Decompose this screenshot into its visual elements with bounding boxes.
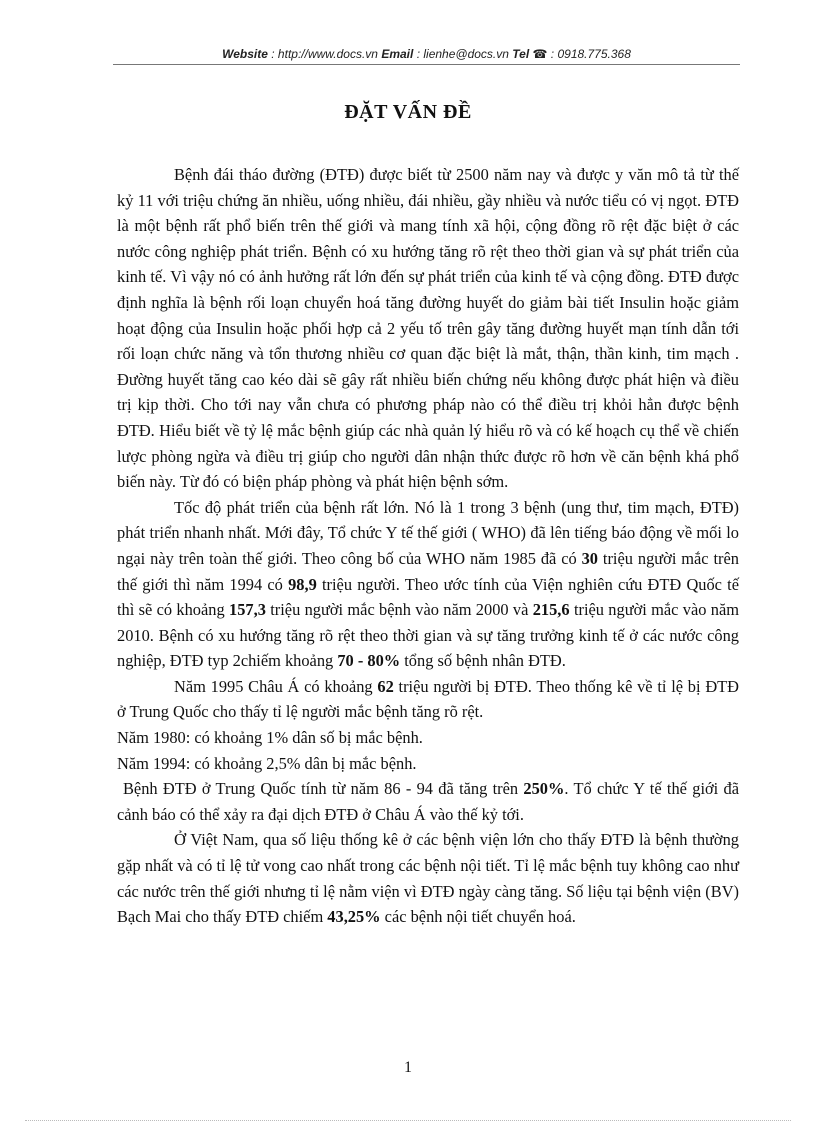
stat-1985: 30	[581, 548, 598, 568]
paragraph-vietnam: Ở Việt Nam, qua số liệu thống kê ở các bệnh viện lớn cho thấy ĐTĐ là bệnh thường gặp nhất và có tỉ lệ tử vong cao nhất trong các bệnh nội tiết. Tỉ lệ mắc bệnh tuy không cao như các nước trên thế giới nhưng tỉ lệ nằm viện vì ĐTĐ ngày càng tăng. Số liệu tại bệnh viện (BV) Bạch Mai cho thấy ĐTĐ chiếm 43,25% các bệnh nội tiết chuyển hoá.	[117, 830, 739, 927]
document-body	[117, 162, 739, 930]
email-value[interactable]: : lienhe@docs.vn	[416, 47, 509, 61]
paragraph-intro: Bệnh đái tháo đường (ĐTĐ) được biết từ 2500 năm nay và được y văn mô tả từ thế kỷ 11 với triệu chứng ăn nhiều, uống nhiều, đái nhiều, gầy nhiều và nước tiểu có vị ngọt. ĐTĐ là một bệnh rất phổ biến trên thế giới và mang tính xã hội, cộng đồng rõ rệt đặc biệt ở các nước công nghiệp phát triển. Bệnh có xu hướng tăng rõ rệt theo thời gian và sự phát triển của kinh tế. Vì vậy nó có ảnh hưởng rất lớn đến sự phát triển của kinh tế và cộng đồng. ĐTĐ được định nghĩa là bệnh rối loạn chuyển hoá tăng đường huyết do giảm bài tiết Insulin hoặc giảm hoạt động của Insulin hoặc phối hợp cả 2 yếu tố trên gây tăng đường huyết mạn tính dẫn tới rối loạn chức năng và tổn thương nhiều cơ quan đặc biệt là mắt, thận, thần kinh, tim mạch . Đường huyết tăng cao kéo dài sẽ gây rất nhiều biến chứng nếu không được phát hiện và điều trị kịp thời. Cho tới nay vẫn chưa có phương pháp nào có thể điều trị khỏi hẳn được bệnh ĐTĐ. Hiểu biết về tỷ lệ mắc bệnh giúp các nhà quản lý hiểu rõ và có kế hoạch cụ thể về chiến lược phòng ngừa và điều trị giúp cho người dân nhận thức được rõ hơn về căn bệnh khá phổ biến này. Từ đó có biện pháp phòng và phát hiện bệnh sớm.	[117, 165, 739, 492]
page-number: 1	[404, 1059, 412, 1076]
tel-value: : 0918.775.368	[550, 47, 631, 61]
paragraph-china: Bệnh ĐTĐ ở Trung Quốc tính từ năm 86 - 94 đã tăng trên 250%. Tổ chức Y tế thế giới đã cảnh báo có thể xảy ra đại dịch ĐTĐ ở Châu Á vào thế kỷ tới.	[117, 779, 739, 824]
stat-asia-1995: 62	[377, 676, 394, 696]
footer-divider	[25, 1120, 791, 1121]
stat-bach-mai: 43,25%	[327, 907, 381, 927]
page-header	[113, 47, 740, 65]
website-label: Website	[222, 47, 268, 61]
stat-china-increase: 250%	[523, 779, 565, 799]
paragraph-1994: Năm 1994: có khoảng 2,5% dân bị mắc bệnh.	[117, 753, 417, 773]
stat-2010: 215,6	[532, 600, 570, 620]
stat-1994: 98,9	[288, 574, 317, 594]
paragraph-growth: Tốc độ phát triển của bệnh rất lớn. Nó là 1 trong 3 bệnh (ung thư, tim mạch, ĐTĐ) phát triển nhanh nhất. Mới đây, Tổ chức Y tế thế giới ( WHO) đã lên tiếng báo động về mối lo ngại này trên toàn thế giới. Theo công bố của WHO năm 1985 đã có 30 triệu người mắc trên thế giới thì năm 1994 có 98,9 triệu người. Theo ước tính của Viện nghiên cứu ĐTĐ Quốc tế thì sẽ có khoảng 157,3 triệu người mắc bệnh vào năm 2000 và 215,6 triệu người mắc vào năm 2010. Bệnh có xu hướng tăng rõ rệt theo thời gian và sự tăng trưởng kinh tế ở các nước công nghiệp, ĐTĐ typ 2chiếm khoảng 70 - 80% tổng số bệnh nhân ĐTĐ.	[117, 497, 739, 671]
page-title: ĐẶT VẤN ĐỀ	[344, 101, 472, 123]
email-label: Email	[381, 47, 414, 61]
website-url[interactable]: : http://www.docs.vn	[271, 47, 378, 61]
paragraph-asia: Năm 1995 Châu Á có khoảng 62 triệu người bị ĐTĐ. Theo thống kê về tỉ lệ bị ĐTĐ ở Trung Quốc cho thấy tỉ lệ người mắc bệnh tăng rõ rệt.	[117, 676, 739, 722]
paragraph-1980: Năm 1980: có khoảng 1% dân số bị mắc bệnh.	[117, 728, 423, 748]
tel-label: Tel ☎	[512, 47, 548, 61]
stat-2000: 157,3	[229, 600, 266, 620]
stat-type2-share: 70 - 80%	[337, 651, 401, 671]
